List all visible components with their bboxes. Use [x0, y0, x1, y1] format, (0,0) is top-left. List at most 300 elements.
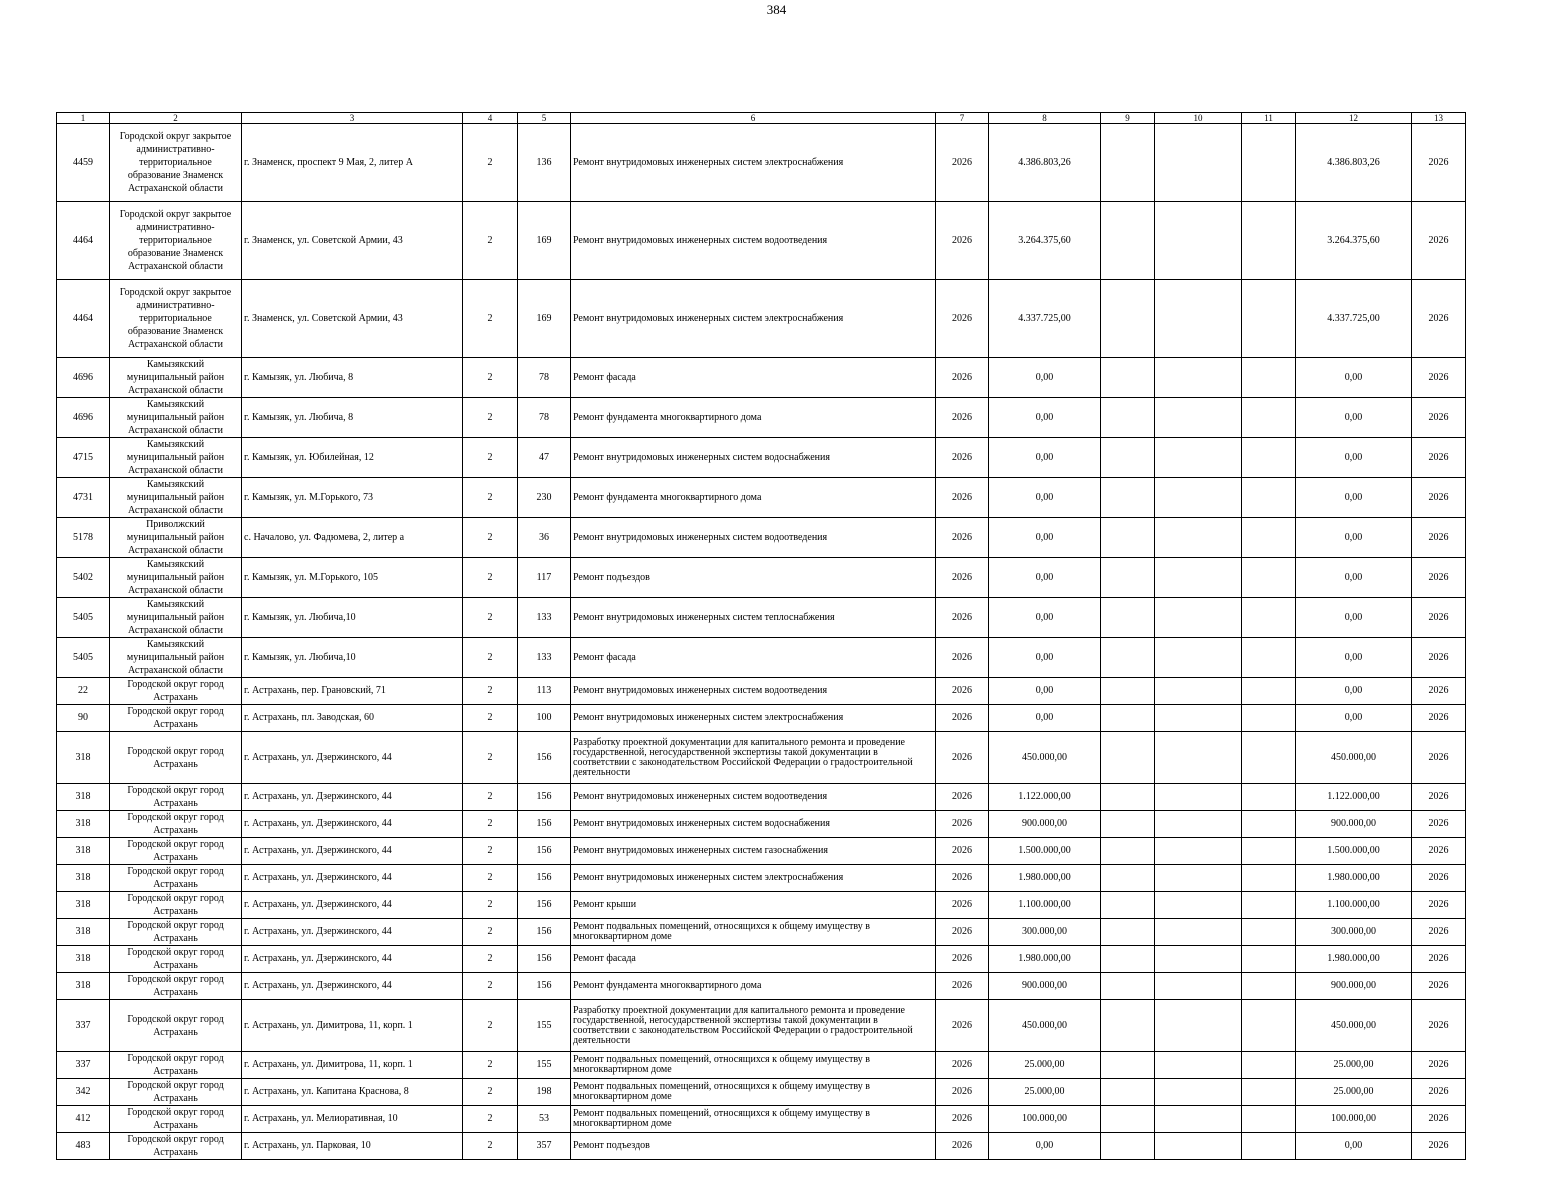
year-cell: 2026 — [936, 124, 989, 202]
column-4-cell: 2 — [463, 1000, 518, 1052]
table-row — [57, 1133, 1466, 1160]
work-type-cell: Ремонт фундамента многоквартирного дома — [571, 398, 936, 438]
column-5-cell: 117 — [518, 558, 571, 598]
column-4-cell: 2 — [463, 124, 518, 202]
work-type-cell: Ремонт подвальных помещений, относящихся к общему имуществу в многоквартирном доме — [571, 1052, 936, 1079]
row-id-cell: 483 — [57, 1133, 110, 1160]
municipality-cell: Городской округ город Астрахань — [110, 838, 242, 865]
end-year-cell: 2026 — [1412, 1000, 1466, 1052]
column-9-cell — [1101, 1000, 1155, 1052]
work-type-cell: Ремонт внутридомовых инженерных систем электроснабжения — [571, 280, 936, 358]
cost-cell: 1.122.000,00 — [989, 784, 1101, 811]
table-row — [57, 838, 1466, 865]
column-4-cell: 2 — [463, 919, 518, 946]
cost-cell: 0,00 — [989, 478, 1101, 518]
row-id-cell: 4696 — [57, 358, 110, 398]
table-row — [57, 398, 1466, 438]
year-cell: 2026 — [936, 705, 989, 732]
column-9-cell — [1101, 973, 1155, 1000]
address-cell: г. Астрахань, ул. Дзержинского, 44 — [242, 865, 463, 892]
address-cell: г. Астрахань, пл. Заводская, 60 — [242, 705, 463, 732]
year-cell: 2026 — [936, 919, 989, 946]
table-row — [57, 946, 1466, 973]
column-9-cell — [1101, 1079, 1155, 1106]
table-row — [57, 732, 1466, 784]
column-4-cell: 2 — [463, 280, 518, 358]
table-row — [57, 638, 1466, 678]
year-cell: 2026 — [936, 838, 989, 865]
table-row — [57, 1079, 1466, 1106]
address-cell: г. Камызяк, ул. Любича,10 — [242, 598, 463, 638]
column-10-cell — [1155, 438, 1242, 478]
end-year-cell: 2026 — [1412, 865, 1466, 892]
total-cost-cell: 0,00 — [1296, 598, 1412, 638]
column-10-cell — [1155, 598, 1242, 638]
municipality-cell: Городской округ город Астрахань — [110, 784, 242, 811]
row-id-cell: 342 — [57, 1079, 110, 1106]
column-11-cell — [1242, 638, 1296, 678]
column-10-cell — [1155, 518, 1242, 558]
column-9-cell — [1101, 678, 1155, 705]
work-type-cell: Ремонт фасада — [571, 358, 936, 398]
municipality-cell: Городской округ город Астрахань — [110, 811, 242, 838]
year-cell: 2026 — [936, 398, 989, 438]
column-header: 13 — [1412, 113, 1466, 124]
row-id-cell: 318 — [57, 784, 110, 811]
column-9-cell — [1101, 784, 1155, 811]
address-cell: г. Знаменск, ул. Советской Армии, 43 — [242, 280, 463, 358]
municipality-cell: Городской округ город Астрахань — [110, 919, 242, 946]
column-4-cell: 2 — [463, 946, 518, 973]
end-year-cell: 2026 — [1412, 518, 1466, 558]
municipality-cell: Городской округ город Астрахань — [110, 678, 242, 705]
column-4-cell: 2 — [463, 865, 518, 892]
year-cell: 2026 — [936, 1133, 989, 1160]
column-10-cell — [1155, 892, 1242, 919]
column-11-cell — [1242, 478, 1296, 518]
year-cell: 2026 — [936, 358, 989, 398]
row-id-cell: 318 — [57, 919, 110, 946]
total-cost-cell: 450.000,00 — [1296, 1000, 1412, 1052]
column-10-cell — [1155, 865, 1242, 892]
column-11-cell — [1242, 946, 1296, 973]
column-9-cell — [1101, 398, 1155, 438]
work-type-cell: Ремонт подвальных помещений, относящихся к общему имуществу в многоквартирном доме — [571, 1106, 936, 1133]
column-4-cell: 2 — [463, 558, 518, 598]
row-id-cell: 318 — [57, 838, 110, 865]
cost-cell: 4.386.803,26 — [989, 124, 1101, 202]
total-cost-cell: 1.100.000,00 — [1296, 892, 1412, 919]
column-11-cell — [1242, 124, 1296, 202]
column-10-cell — [1155, 705, 1242, 732]
total-cost-cell: 3.264.375,60 — [1296, 202, 1412, 280]
column-9-cell — [1101, 124, 1155, 202]
column-9-cell — [1101, 811, 1155, 838]
address-cell: г. Астрахань, ул. Дзержинского, 44 — [242, 838, 463, 865]
year-cell: 2026 — [936, 478, 989, 518]
year-cell: 2026 — [936, 732, 989, 784]
total-cost-cell: 100.000,00 — [1296, 1106, 1412, 1133]
table-row — [57, 705, 1466, 732]
address-cell: г. Астрахань, ул. Димитрова, 11, корп. 1 — [242, 1052, 463, 1079]
address-cell: г. Астрахань, ул. Димитрова, 11, корп. 1 — [242, 1000, 463, 1052]
year-cell: 2026 — [936, 558, 989, 598]
municipality-cell: Городской округ город Астрахань — [110, 946, 242, 973]
column-9-cell — [1101, 892, 1155, 919]
column-5-cell: 136 — [518, 124, 571, 202]
work-type-cell: Ремонт внутридомовых инженерных систем электроснабжения — [571, 705, 936, 732]
municipality-cell: Городской округ закрытое административно-территориальное образование Знаменск Астраханской области — [110, 280, 242, 358]
total-cost-cell: 900.000,00 — [1296, 811, 1412, 838]
cost-cell: 0,00 — [989, 438, 1101, 478]
address-cell: г. Камызяк, ул. М.Горького, 105 — [242, 558, 463, 598]
address-cell: г. Астрахань, ул. Дзержинского, 44 — [242, 946, 463, 973]
column-5-cell: 36 — [518, 518, 571, 558]
end-year-cell: 2026 — [1412, 1106, 1466, 1133]
column-header: 3 — [242, 113, 463, 124]
end-year-cell: 2026 — [1412, 478, 1466, 518]
address-cell: г. Камызяк, ул. Любича, 8 — [242, 358, 463, 398]
column-11-cell — [1242, 838, 1296, 865]
row-id-cell: 5178 — [57, 518, 110, 558]
end-year-cell: 2026 — [1412, 598, 1466, 638]
total-cost-cell: 1.122.000,00 — [1296, 784, 1412, 811]
column-9-cell — [1101, 558, 1155, 598]
total-cost-cell: 0,00 — [1296, 518, 1412, 558]
total-cost-cell: 1.980.000,00 — [1296, 946, 1412, 973]
year-cell: 2026 — [936, 518, 989, 558]
cost-cell: 0,00 — [989, 358, 1101, 398]
work-type-cell: Ремонт внутридомовых инженерных систем водоснабжения — [571, 811, 936, 838]
column-11-cell — [1242, 973, 1296, 1000]
column-11-cell — [1242, 1079, 1296, 1106]
row-id-cell: 5405 — [57, 598, 110, 638]
work-type-cell: Ремонт внутридомовых инженерных систем электроснабжения — [571, 865, 936, 892]
address-cell: г. Камызяк, ул. Любича, 8 — [242, 398, 463, 438]
column-11-cell — [1242, 705, 1296, 732]
table-row — [57, 892, 1466, 919]
column-header: 2 — [110, 113, 242, 124]
column-9-cell — [1101, 1133, 1155, 1160]
column-11-cell — [1242, 678, 1296, 705]
column-4-cell: 2 — [463, 598, 518, 638]
column-header: 11 — [1242, 113, 1296, 124]
column-11-cell — [1242, 919, 1296, 946]
municipality-cell: Камызякский муниципальный район Астраханской области — [110, 558, 242, 598]
column-5-cell: 156 — [518, 973, 571, 1000]
table-row — [57, 438, 1466, 478]
column-5-cell: 100 — [518, 705, 571, 732]
column-4-cell: 2 — [463, 638, 518, 678]
row-id-cell: 5402 — [57, 558, 110, 598]
work-type-cell: Ремонт подъездов — [571, 1133, 936, 1160]
total-cost-cell: 300.000,00 — [1296, 919, 1412, 946]
end-year-cell: 2026 — [1412, 558, 1466, 598]
column-10-cell — [1155, 398, 1242, 438]
row-id-cell: 4464 — [57, 280, 110, 358]
municipality-cell: Камызякский муниципальный район Астраханской области — [110, 398, 242, 438]
column-header: 10 — [1155, 113, 1242, 124]
end-year-cell: 2026 — [1412, 811, 1466, 838]
row-id-cell: 4696 — [57, 398, 110, 438]
column-4-cell: 2 — [463, 438, 518, 478]
total-cost-cell: 25.000,00 — [1296, 1079, 1412, 1106]
column-10-cell — [1155, 732, 1242, 784]
address-cell: г. Камызяк, ул. Юбилейная, 12 — [242, 438, 463, 478]
cost-cell: 0,00 — [989, 638, 1101, 678]
year-cell: 2026 — [936, 1000, 989, 1052]
column-header: 12 — [1296, 113, 1412, 124]
cost-cell: 3.264.375,60 — [989, 202, 1101, 280]
row-id-cell: 318 — [57, 892, 110, 919]
column-10-cell — [1155, 202, 1242, 280]
column-9-cell — [1101, 202, 1155, 280]
row-id-cell: 337 — [57, 1052, 110, 1079]
year-cell: 2026 — [936, 598, 989, 638]
table-row — [57, 1000, 1466, 1052]
column-4-cell: 2 — [463, 202, 518, 280]
work-type-cell: Ремонт внутридомовых инженерных систем водоснабжения — [571, 438, 936, 478]
year-cell: 2026 — [936, 811, 989, 838]
column-9-cell — [1101, 838, 1155, 865]
column-4-cell: 2 — [463, 784, 518, 811]
address-cell: г. Астрахань, ул. Дзержинского, 44 — [242, 973, 463, 1000]
year-cell: 2026 — [936, 678, 989, 705]
column-11-cell — [1242, 811, 1296, 838]
cost-cell: 1.500.000,00 — [989, 838, 1101, 865]
row-id-cell: 337 — [57, 1000, 110, 1052]
address-cell: г. Астрахань, пер. Грановский, 71 — [242, 678, 463, 705]
total-cost-cell: 0,00 — [1296, 398, 1412, 438]
column-9-cell — [1101, 478, 1155, 518]
cost-cell: 0,00 — [989, 518, 1101, 558]
column-5-cell: 156 — [518, 892, 571, 919]
row-id-cell: 318 — [57, 811, 110, 838]
row-id-cell: 318 — [57, 865, 110, 892]
end-year-cell: 2026 — [1412, 1133, 1466, 1160]
column-4-cell: 2 — [463, 1079, 518, 1106]
total-cost-cell: 0,00 — [1296, 678, 1412, 705]
address-cell: г. Астрахань, ул. Дзержинского, 44 — [242, 811, 463, 838]
column-4-cell: 2 — [463, 838, 518, 865]
municipality-cell: Городской округ город Астрахань — [110, 1000, 242, 1052]
total-cost-cell: 0,00 — [1296, 558, 1412, 598]
column-11-cell — [1242, 1106, 1296, 1133]
municipality-cell: Приволжский муниципальный район Астраханской области — [110, 518, 242, 558]
column-5-cell: 155 — [518, 1000, 571, 1052]
column-4-cell: 2 — [463, 358, 518, 398]
column-10-cell — [1155, 1052, 1242, 1079]
year-cell: 2026 — [936, 280, 989, 358]
column-9-cell — [1101, 919, 1155, 946]
table-row — [57, 478, 1466, 518]
column-header: 7 — [936, 113, 989, 124]
column-9-cell — [1101, 638, 1155, 678]
end-year-cell: 2026 — [1412, 784, 1466, 811]
work-type-cell: Ремонт фундамента многоквартирного дома — [571, 973, 936, 1000]
municipality-cell: Городской округ закрытое административно-территориальное образование Знаменск Астраханской области — [110, 124, 242, 202]
column-9-cell — [1101, 1106, 1155, 1133]
column-5-cell: 156 — [518, 784, 571, 811]
address-cell: г. Астрахань, ул. Дзержинского, 44 — [242, 919, 463, 946]
column-5-cell: 169 — [518, 202, 571, 280]
cost-cell: 25.000,00 — [989, 1079, 1101, 1106]
table-row — [57, 202, 1466, 280]
municipality-cell: Городской округ город Астрахань — [110, 892, 242, 919]
cost-cell: 900.000,00 — [989, 973, 1101, 1000]
work-type-cell: Разработку проектной документации для капитального ремонта и проведение государственной, негосударственной экспертизы такой документации в соответствии с законодательством Российской Федерации о градостроительной деятельности — [571, 732, 936, 784]
table-body — [57, 113, 1466, 1160]
column-10-cell — [1155, 838, 1242, 865]
column-11-cell — [1242, 1000, 1296, 1052]
row-id-cell: 4459 — [57, 124, 110, 202]
column-4-cell: 2 — [463, 1106, 518, 1133]
work-type-cell: Ремонт внутридомовых инженерных систем газоснабжения — [571, 838, 936, 865]
column-5-cell: 113 — [518, 678, 571, 705]
table-row — [57, 124, 1466, 202]
column-4-cell: 2 — [463, 478, 518, 518]
column-header: 8 — [989, 113, 1101, 124]
work-type-cell: Ремонт внутридомовых инженерных систем водоотведения — [571, 678, 936, 705]
column-9-cell — [1101, 438, 1155, 478]
cost-cell: 300.000,00 — [989, 919, 1101, 946]
column-11-cell — [1242, 784, 1296, 811]
column-header: 5 — [518, 113, 571, 124]
cost-cell: 0,00 — [989, 678, 1101, 705]
column-11-cell — [1242, 732, 1296, 784]
address-cell: г. Камызяк, ул. М.Горького, 73 — [242, 478, 463, 518]
end-year-cell: 2026 — [1412, 1052, 1466, 1079]
row-id-cell: 4715 — [57, 438, 110, 478]
year-cell: 2026 — [936, 1052, 989, 1079]
end-year-cell: 2026 — [1412, 280, 1466, 358]
municipality-cell: Камызякский муниципальный район Астраханской области — [110, 598, 242, 638]
work-type-cell: Ремонт подвальных помещений, относящихся к общему имуществу в многоквартирном доме — [571, 919, 936, 946]
total-cost-cell: 0,00 — [1296, 358, 1412, 398]
end-year-cell: 2026 — [1412, 732, 1466, 784]
column-11-cell — [1242, 358, 1296, 398]
work-type-cell: Ремонт подвальных помещений, относящихся к общему имуществу в многоквартирном доме — [571, 1079, 936, 1106]
work-type-cell: Ремонт внутридомовых инженерных систем электроснабжения — [571, 124, 936, 202]
column-10-cell — [1155, 280, 1242, 358]
end-year-cell: 2026 — [1412, 1079, 1466, 1106]
column-5-cell: 156 — [518, 946, 571, 973]
table-row — [57, 678, 1466, 705]
column-9-cell — [1101, 732, 1155, 784]
municipality-cell: Городской округ город Астрахань — [110, 732, 242, 784]
row-id-cell: 90 — [57, 705, 110, 732]
work-type-cell: Ремонт внутридомовых инженерных систем теплоснабжения — [571, 598, 936, 638]
year-cell: 2026 — [936, 784, 989, 811]
column-5-cell: 156 — [518, 919, 571, 946]
work-type-cell: Ремонт внутридомовых инженерных систем водоотведения — [571, 518, 936, 558]
column-5-cell: 156 — [518, 732, 571, 784]
column-5-cell: 78 — [518, 398, 571, 438]
municipality-cell: Городской округ город Астрахань — [110, 705, 242, 732]
row-id-cell: 318 — [57, 946, 110, 973]
column-9-cell — [1101, 946, 1155, 973]
cost-cell: 450.000,00 — [989, 732, 1101, 784]
column-10-cell — [1155, 919, 1242, 946]
column-11-cell — [1242, 438, 1296, 478]
column-9-cell — [1101, 705, 1155, 732]
total-cost-cell: 0,00 — [1296, 478, 1412, 518]
column-5-cell: 53 — [518, 1106, 571, 1133]
table-row — [57, 865, 1466, 892]
year-cell: 2026 — [936, 1079, 989, 1106]
column-9-cell — [1101, 1052, 1155, 1079]
column-10-cell — [1155, 638, 1242, 678]
address-cell: г. Астрахань, ул. Парковая, 10 — [242, 1133, 463, 1160]
cost-cell: 900.000,00 — [989, 811, 1101, 838]
table-row — [57, 280, 1466, 358]
column-4-cell: 2 — [463, 398, 518, 438]
address-cell: г. Астрахань, ул. Дзержинского, 44 — [242, 732, 463, 784]
end-year-cell: 2026 — [1412, 124, 1466, 202]
address-cell: г. Камызяк, ул. Любича,10 — [242, 638, 463, 678]
total-cost-cell: 450.000,00 — [1296, 732, 1412, 784]
address-cell: г. Знаменск, проспект 9 Мая, 2, литер А — [242, 124, 463, 202]
column-5-cell: 133 — [518, 638, 571, 678]
column-10-cell — [1155, 124, 1242, 202]
end-year-cell: 2026 — [1412, 973, 1466, 1000]
column-11-cell — [1242, 280, 1296, 358]
municipality-cell: Городской округ город Астрахань — [110, 865, 242, 892]
column-10-cell — [1155, 478, 1242, 518]
table-row — [57, 518, 1466, 558]
end-year-cell: 2026 — [1412, 678, 1466, 705]
total-cost-cell: 0,00 — [1296, 438, 1412, 478]
cost-cell: 100.000,00 — [989, 1106, 1101, 1133]
work-type-cell: Разработку проектной документации для капитального ремонта и проведение государственной, негосударственной экспертизы такой документации в соответствии с законодательством Российской Федерации о градостроительной деятельности — [571, 1000, 936, 1052]
table-row — [57, 919, 1466, 946]
year-cell: 2026 — [936, 1106, 989, 1133]
column-5-cell: 47 — [518, 438, 571, 478]
column-5-cell: 156 — [518, 865, 571, 892]
work-type-cell: Ремонт фундамента многоквартирного дома — [571, 478, 936, 518]
cost-cell: 1.100.000,00 — [989, 892, 1101, 919]
cost-cell: 1.980.000,00 — [989, 865, 1101, 892]
row-id-cell: 4464 — [57, 202, 110, 280]
municipality-cell: Камызякский муниципальный район Астраханской области — [110, 358, 242, 398]
total-cost-cell: 0,00 — [1296, 1133, 1412, 1160]
total-cost-cell: 1.500.000,00 — [1296, 838, 1412, 865]
work-type-cell: Ремонт фасада — [571, 946, 936, 973]
table-row — [57, 973, 1466, 1000]
cost-cell: 0,00 — [989, 558, 1101, 598]
address-cell: г. Астрахань, ул. Мелиоративная, 10 — [242, 1106, 463, 1133]
column-header: 6 — [571, 113, 936, 124]
table-row — [57, 811, 1466, 838]
column-11-cell — [1242, 202, 1296, 280]
address-cell: г. Знаменск, ул. Советской Армии, 43 — [242, 202, 463, 280]
column-5-cell: 156 — [518, 811, 571, 838]
end-year-cell: 2026 — [1412, 892, 1466, 919]
address-cell: г. Астрахань, ул. Дзержинского, 44 — [242, 784, 463, 811]
year-cell: 2026 — [936, 946, 989, 973]
municipality-cell: Камызякский муниципальный район Астраханской области — [110, 638, 242, 678]
column-4-cell: 2 — [463, 973, 518, 1000]
work-type-cell: Ремонт крыши — [571, 892, 936, 919]
column-9-cell — [1101, 280, 1155, 358]
row-id-cell: 22 — [57, 678, 110, 705]
column-10-cell — [1155, 1133, 1242, 1160]
end-year-cell: 2026 — [1412, 438, 1466, 478]
cost-cell: 450.000,00 — [989, 1000, 1101, 1052]
column-number-row — [57, 113, 1466, 124]
column-5-cell: 198 — [518, 1079, 571, 1106]
row-id-cell: 318 — [57, 732, 110, 784]
